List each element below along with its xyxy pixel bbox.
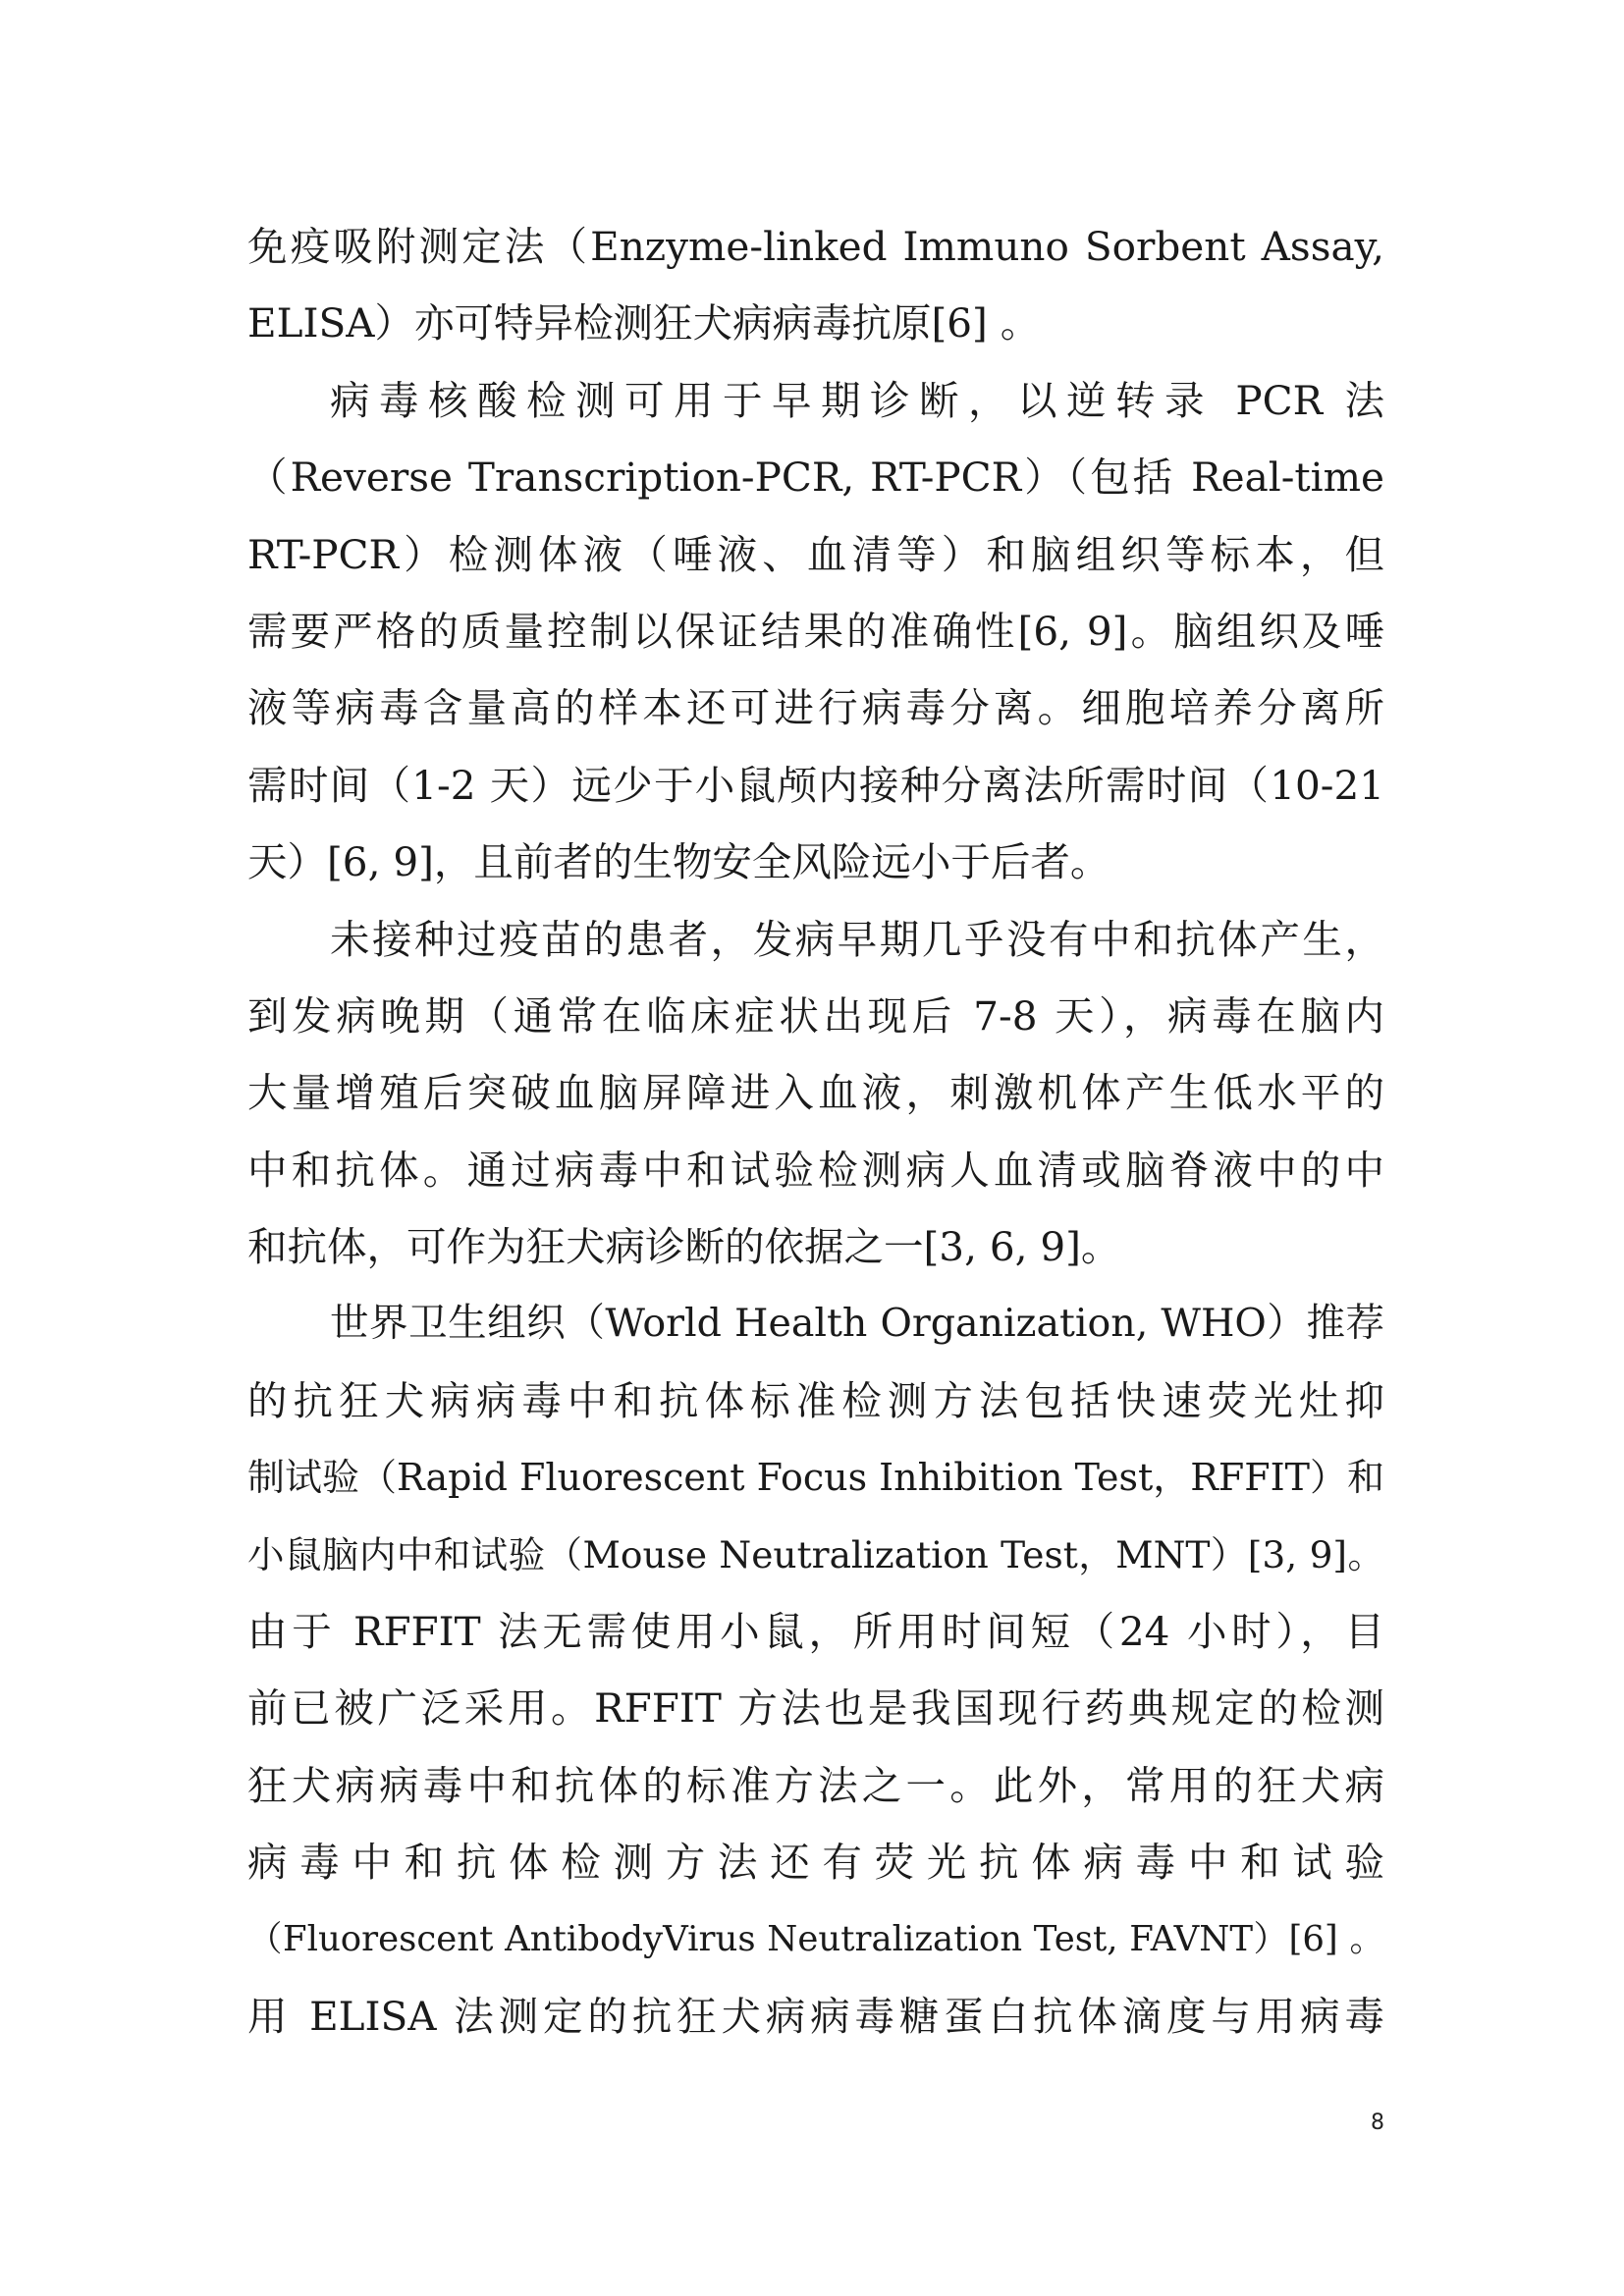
text-line: 前已被广泛采用。RFFIT 方法也是我国现行药典规定的检测 xyxy=(247,1684,1384,1733)
text-line: 病毒核酸检测可用于早期诊断，以逆转录 PCR 法 xyxy=(330,376,1384,424)
text-line: ELISA）亦可特异检测狂犬病病毒抗原[6] 。 xyxy=(247,299,1041,347)
text-line: RT-PCR）检测体液（唾液、血清等）和脑组织等标本，但 xyxy=(247,530,1384,578)
text-line: 用 ELISA 法测定的抗狂犬病病毒糖蛋白抗体滴度与用病毒 xyxy=(247,1992,1384,2040)
text-line: 病毒中和抗体检测方法还有荧光抗体病毒中和试验 xyxy=(247,1839,1384,1887)
text-line: 需要严格的质量控制以保证结果的准确性[6, 9]。脑组织及唾 xyxy=(247,607,1384,655)
text-line: 的抗狂犬病病毒中和抗体标准检测方法包括快速荧光灶抑 xyxy=(247,1376,1384,1424)
text-line: 狂犬病病毒中和抗体的标准方法之一。此外，常用的狂犬病 xyxy=(247,1761,1384,1809)
text-line: 中和抗体。通过病毒中和试验检测病人血清或脑脊液中的中 xyxy=(247,1146,1384,1194)
text-line: 由于 RFFIT 法无需使用小鼠，所用时间短（24 小时），目 xyxy=(247,1608,1384,1656)
text-line: （Fluorescent AntibodyVirus Neutralization Test, FAVNT）[6] 。 xyxy=(247,1918,1384,1959)
text-line: 未接种过疫苗的患者，发病早期几乎没有中和抗体产生， xyxy=(330,915,1384,963)
page-number: 8 xyxy=(1371,2110,1384,2135)
text-line: 制试验（Rapid Fluorescent Focus Inhibition Test，RFFIT）和 xyxy=(247,1456,1384,1500)
text-line: 需时间（1-2 天）远少于小鼠颅内接种分离法所需时间（10-21 xyxy=(247,761,1384,809)
text-line: 天）[6, 9]，且前者的生物安全风险远小于后者。 xyxy=(247,838,1110,886)
text-line: 小鼠脑内中和试验（Mouse Neutralization Test，MNT）[3, 9]。 xyxy=(247,1532,1384,1576)
text-line: （Reverse Transcription-PCR, RT-PCR）（包括 Real-time xyxy=(247,454,1384,502)
text-line: 和抗体，可作为狂犬病诊断的依据之一[3, 6, 9]。 xyxy=(247,1223,1121,1271)
text-line: 大量增殖后突破血脑屏障进入血液，刺激机体产生低水平的 xyxy=(247,1069,1384,1117)
text-line: 免疫吸附测定法（Enzyme-linked Immuno Sorbent Assay, xyxy=(247,223,1384,270)
text-line: 液等病毒含量高的样本还可进行病毒分离。细胞培养分离所 xyxy=(247,684,1384,732)
body-text xyxy=(247,208,1384,2055)
text-line: 世界卫生组织（World Health Organization, WHO）推荐 xyxy=(330,1301,1384,1347)
text-line: 到发病晚期（通常在临床症状出现后 7-8 天），病毒在脑内 xyxy=(247,991,1384,1040)
